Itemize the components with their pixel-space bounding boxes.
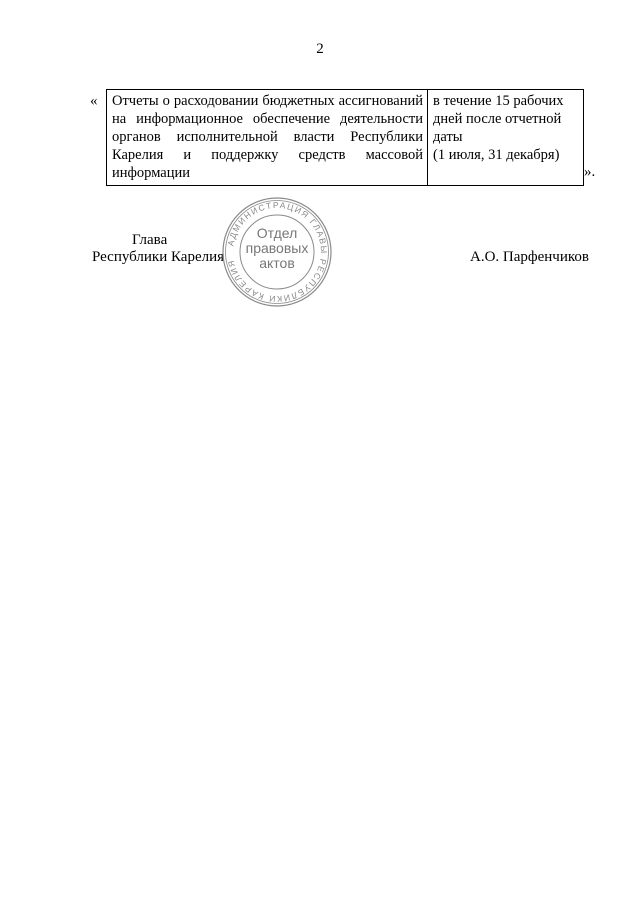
report-description-cell xyxy=(107,90,428,186)
stamp-center-line-2: правовых xyxy=(245,240,309,256)
stamp-center-line-1: Отдел xyxy=(256,225,298,241)
opening-quote: « xyxy=(90,93,98,109)
stamp-ring-text: АДМИНИСТРАЦИЯ ГЛАВЫ РЕСПУБЛИКИ КАРЕЛИЯ xyxy=(225,199,330,305)
closing-quote: ». xyxy=(584,164,596,180)
deadline-cell xyxy=(428,90,584,186)
signatory-name: А.О. Парфенчиков xyxy=(470,249,589,265)
stamp-center-line-3: актов xyxy=(259,255,295,271)
report-schedule-table xyxy=(106,89,584,186)
deadline-text: в течение 15 рабочих дней после отчетной даты xyxy=(433,93,564,145)
page-number: 2 xyxy=(316,41,324,57)
deadline-dates-text: (1 июля, 31 декабря) xyxy=(433,147,560,163)
table-row xyxy=(107,90,584,186)
signatory-title-line-1: Глава xyxy=(132,232,168,248)
official-stamp xyxy=(221,196,333,308)
signatory-title-line-2: Республики Карелия xyxy=(92,249,225,265)
report-description-text: Отчеты о расходовании бюджетных ассигнований на информационное обеспечение деятельности органов исполнительной власти Республики Карелия и поддержку средств массовой информации xyxy=(112,93,423,181)
